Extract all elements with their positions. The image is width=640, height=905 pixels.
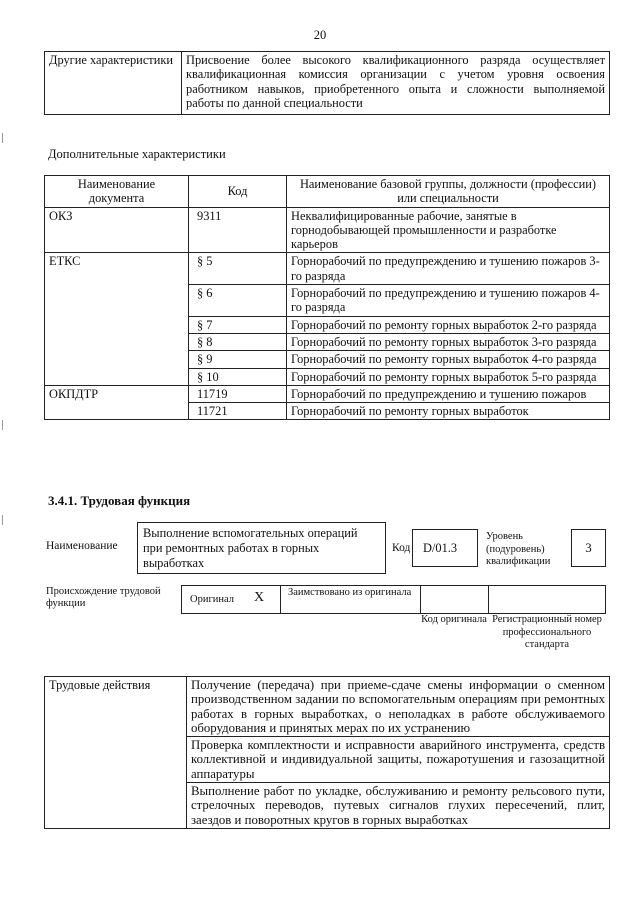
other-characteristics-text: Присвоение более высокого квалификационного разряда осуществляет квалификационная комиссия организации с учетом уровня освоения работником навыков, приобретенного опыта и сложности выполняемой работы по данной специальности bbox=[182, 52, 610, 115]
margin-mark bbox=[2, 515, 3, 525]
code-label: Код bbox=[392, 542, 411, 554]
code-cell: § 7 bbox=[189, 316, 287, 333]
table-row bbox=[45, 677, 610, 737]
table-row bbox=[45, 52, 610, 115]
occupation-name-cell: Горнорабочий по ремонту горных выработок 4-го разряда bbox=[287, 351, 610, 368]
code-cell: 11721 bbox=[189, 403, 287, 420]
code-cell: § 9 bbox=[189, 351, 287, 368]
code-cell: 11719 bbox=[189, 385, 287, 402]
code-cell: § 5 bbox=[189, 253, 287, 285]
occupation-name-cell: Горнорабочий по предупреждению и тушению пожаров 4-го разряда bbox=[287, 285, 610, 317]
code-cell: § 10 bbox=[189, 368, 287, 385]
occupation-name-cell: Горнорабочий по предупреждению и тушению пожаров bbox=[287, 385, 610, 402]
page-number: 20 bbox=[313, 28, 327, 42]
document-name-cell: ОКЗ bbox=[45, 207, 189, 253]
other-characteristics-label: Другие характеристики bbox=[45, 52, 182, 115]
origin-label: Происхождение трудовой функции bbox=[46, 586, 161, 609]
occupation-name-cell: Горнорабочий по ремонту горных выработок 2-го разряда bbox=[287, 316, 610, 333]
margin-mark bbox=[2, 133, 3, 143]
origin-code-caption: Код оригинала bbox=[421, 614, 487, 625]
table-header-row bbox=[45, 176, 610, 208]
reg-number-cell bbox=[488, 585, 606, 614]
table-row bbox=[45, 385, 610, 402]
occupation-name-cell: Горнорабочий по ремонту горных выработок bbox=[287, 403, 610, 420]
name-label: Наименование bbox=[46, 540, 118, 552]
header-name: Наименование базовой группы, должности (профессии) или специальности bbox=[287, 176, 610, 208]
reg-number-caption: Регистрационный номер профессионального стандарта bbox=[492, 614, 602, 650]
labor-actions-table bbox=[44, 676, 610, 829]
margin-mark bbox=[2, 420, 3, 430]
other-characteristics-table bbox=[44, 51, 610, 115]
code-cell: § 6 bbox=[189, 285, 287, 317]
labor-action-item: Получение (передача) при приеме-сдаче смены информации о сменном производственном задании по вспомогательным операциям при ремонтных работах в горных выработках, о неполадках в работе обслуживаемого оборудования и принятых мерах по их устранению bbox=[187, 677, 610, 737]
original-label: Оригинал bbox=[190, 594, 234, 605]
occupation-name-cell: Горнорабочий по ремонту горных выработок 3-го разряда bbox=[287, 333, 610, 350]
labor-action-item: Проверка комплектности и исправности аварийного инструмента, средств коллективной и индивидуальной защиты, пожаротушения и газозащитной аппаратуры bbox=[187, 737, 610, 783]
occupation-name-cell: Горнорабочий по ремонту горных выработок 5-го разряда bbox=[287, 368, 610, 385]
document-name-cell: ОКПДТР bbox=[45, 385, 189, 420]
code-value: D/01.3 bbox=[412, 529, 478, 567]
level-value: 3 bbox=[571, 529, 606, 567]
code-cell: § 8 bbox=[189, 333, 287, 350]
borrowed-cell: Заимствовано из оригинала bbox=[280, 585, 421, 614]
function-heading: 3.4.1. Трудовая функция bbox=[48, 493, 191, 508]
level-label: Уровень (подуровень) квалификации bbox=[486, 531, 551, 567]
document-name-cell: ЕТКС bbox=[45, 253, 189, 385]
labor-actions-label: Трудовые действия bbox=[45, 677, 187, 829]
header-code: Код bbox=[189, 176, 287, 208]
origin-code-cell bbox=[420, 585, 489, 614]
function-name-value: Выполнение вспомогательных операций при ремонтных работах в горных выработках bbox=[137, 522, 386, 574]
occupation-name-cell: Горнорабочий по предупреждению и тушению пожаров 3-го разряда bbox=[287, 253, 610, 285]
original-mark: X bbox=[254, 590, 265, 605]
table-row bbox=[45, 207, 610, 253]
labor-action-item: Выполнение работ по укладке, обслуживанию и ремонту рельсового пути, стрелочных переводов, путевых сигналов глухих пересечений, плит, заездов и поворотных кругов в горных выработках bbox=[187, 783, 610, 829]
original-cell bbox=[181, 585, 281, 614]
additional-characteristics-table bbox=[44, 175, 610, 420]
header-document: Наименование документа bbox=[45, 176, 189, 208]
occupation-name-cell: Неквалифицированные рабочие, занятые в горнодобывающей промышленности и разработке карьеров bbox=[287, 207, 610, 253]
additional-characteristics-title: Дополнительные характеристики bbox=[48, 147, 226, 161]
table-row bbox=[45, 253, 610, 285]
code-cell: 9311 bbox=[189, 207, 287, 253]
